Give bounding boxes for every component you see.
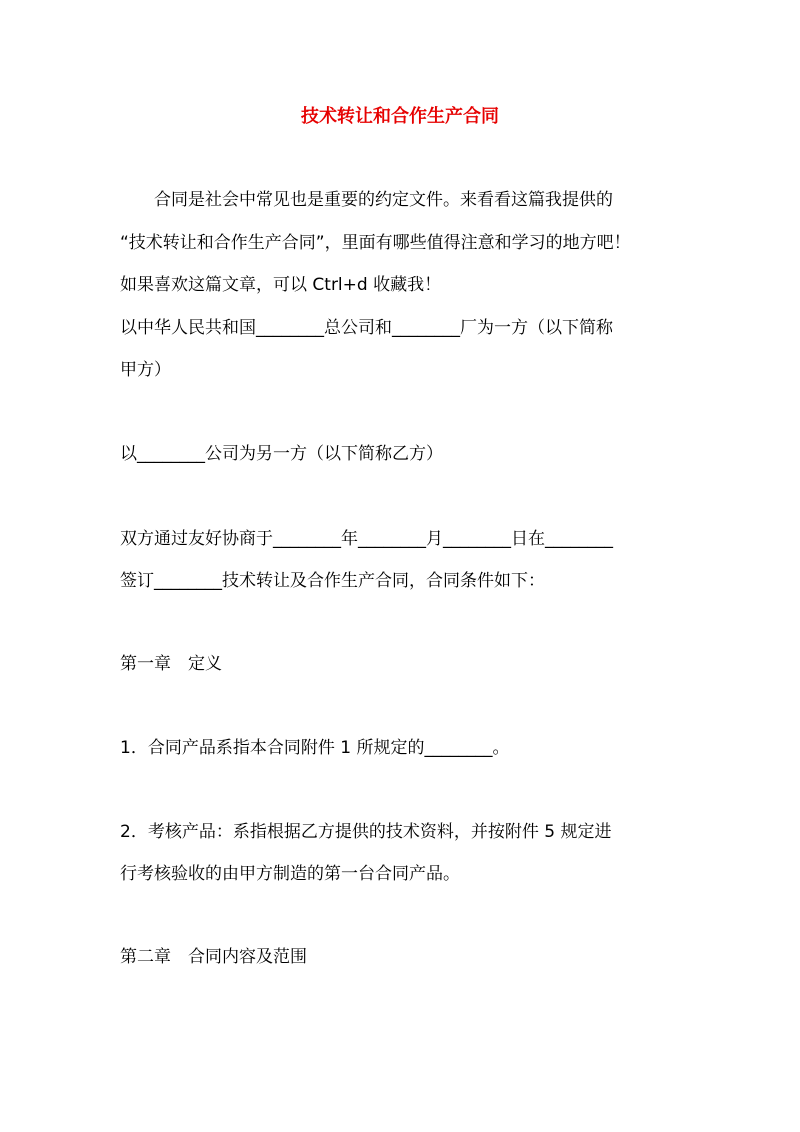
party-b-line: 以________公司为另一方（以下简称乙方） [120,444,443,464]
clause-2-line-1: 2．考核产品：系指根据乙方提供的技术资料，并按附件 5 规定进 [120,822,612,842]
intro-line-2: “技术转让和合作生产合同”，里面有哪些值得注意和学习的地方吧！ [120,233,631,253]
chapter-2-heading: 第二章 合同内容及范围 [120,947,307,967]
intro-line-1: 合同是社会中常见也是重要的约定文件。来看看这篇我提供的 [120,190,613,210]
signing-line-2: 签订________技术转让及合作生产合同，合同条件如下： [120,571,545,591]
clause-1: 1．合同产品系指本合同附件 1 所规定的________。 [120,738,510,758]
party-a-line-1: 以中华人民共和国________总公司和________厂为一方（以下简称 [120,318,613,338]
document-title: 技术转让和合作生产合同 [301,106,499,127]
party-a-line-2: 甲方） [120,360,171,380]
clause-2-line-2: 行考核验收的由甲方制造的第一台合同产品。 [120,864,460,884]
signing-line-1: 双方通过友好协商于________年________月________日在________ [120,529,613,549]
chapter-1-heading: 第一章 定义 [120,654,222,674]
intro-line-3: 如果喜欢这篇文章，可以 Ctrl+d 收藏我！ [120,275,442,295]
